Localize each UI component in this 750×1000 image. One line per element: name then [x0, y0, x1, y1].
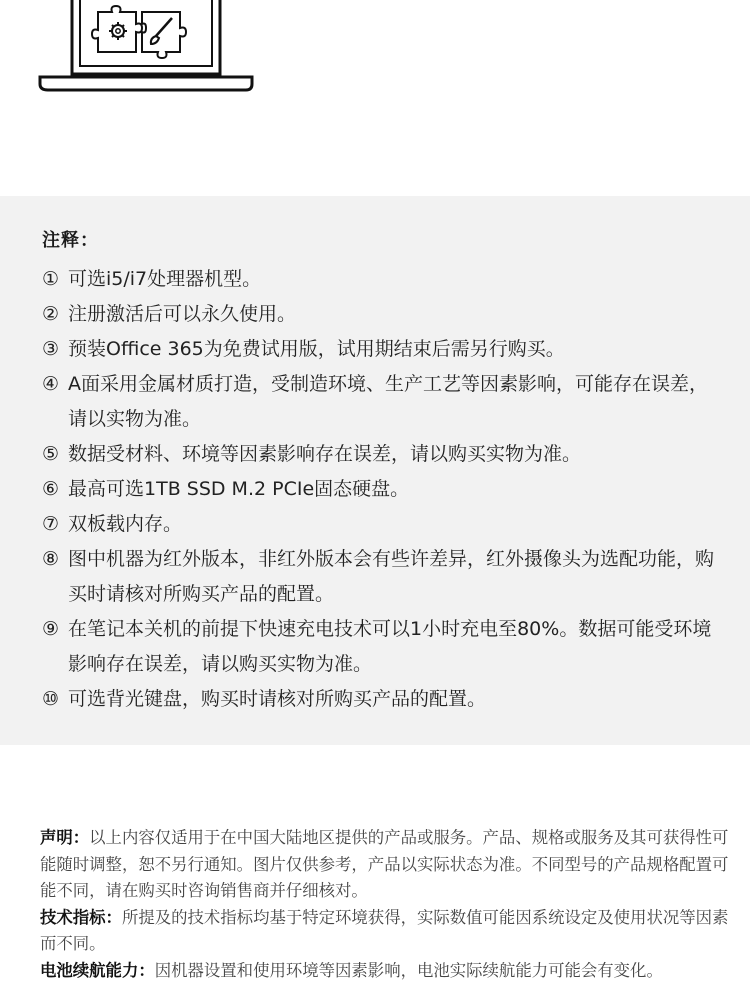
disclaimer-statement: [40, 825, 730, 905]
note-text: 在笔记本关机的前提下快速充电技术可以1小时充电至80%。数据可能受环境影响存在误差，请以购买实物为准。: [68, 618, 712, 675]
note-text: 双板载内存。: [68, 513, 183, 535]
note-item: [42, 367, 722, 437]
laptop-puzzle-icon: [38, 0, 254, 96]
illustration-area: [0, 0, 750, 196]
note-number: ⑩: [42, 688, 60, 710]
disclaimer-tech-specs: [40, 905, 730, 958]
disclaimer-text: 以上内容仅适用于在中国大陆地区提供的产品或服务。产品、规格或服务及其可获得性可能随时调整，恕不另行通知。图片仅供参考，产品以实际状态为准。不同型号的产品规格配置可能不同，请在购买时咨询销售商并仔细核对。: [40, 828, 729, 900]
note-item: [42, 437, 722, 472]
disclaimer-text: 所提及的技术指标均基于特定环境获得，实际数值可能因系统设定及使用状况等因素而不同。: [40, 907, 729, 953]
note-number: ①: [42, 268, 60, 290]
note-text: A面采用金属材质打造，受制造环境、生产工艺等因素影响，可能存在误差，请以实物为准。: [68, 373, 708, 430]
note-item: [42, 472, 722, 507]
note-number: ②: [42, 303, 60, 325]
note-text: 注册激活后可以永久使用。: [68, 303, 297, 325]
note-number: ⑥: [42, 478, 60, 500]
note-text: 预装Office 365为免费试用版，试用期结束后需另行购买。: [68, 338, 565, 360]
note-number: ③: [42, 338, 60, 360]
disclaimer-text: 因机器设置和使用环境等因素影响，电池实际续航能力可能会有变化。: [154, 960, 663, 980]
disclaimer-label: 电池续航能力：: [40, 960, 155, 980]
note-text: 可选背光键盘，购买时请核对所购买产品的配置。: [68, 688, 487, 710]
note-item: [42, 332, 722, 367]
disclaimer-label: 声明：: [40, 828, 90, 847]
note-text: 图中机器为红外版本，非红外版本会有些许差异，红外摄像头为选配功能，购买时请核对所购买产品的配置。: [68, 548, 715, 605]
note-item: [42, 542, 722, 612]
note-number: ④: [42, 373, 60, 395]
note-item: [42, 262, 722, 297]
note-item: [42, 682, 722, 717]
note-text: 数据受材料、环境等因素影响存在误差，请以购买实物为准。: [68, 443, 582, 465]
note-text: 可选i5/i7处理器机型。: [68, 268, 262, 290]
notes-title: 注释：: [42, 230, 99, 251]
note-item: [42, 507, 722, 542]
note-number: ⑨: [42, 618, 60, 640]
note-item: [42, 612, 722, 682]
note-number: ⑧: [42, 548, 60, 570]
disclaimer-section: [40, 825, 730, 984]
note-number: ⑦: [42, 513, 60, 535]
notes-list: [42, 262, 722, 717]
notes-section: [0, 196, 750, 745]
note-text: 最高可选1TB SSD M.2 PCIe固态硬盘。: [68, 478, 410, 500]
disclaimer-battery: [40, 958, 730, 985]
note-item: [42, 297, 722, 332]
disclaimer-label: 技术指标：: [40, 907, 122, 927]
note-number: ⑤: [42, 443, 60, 465]
